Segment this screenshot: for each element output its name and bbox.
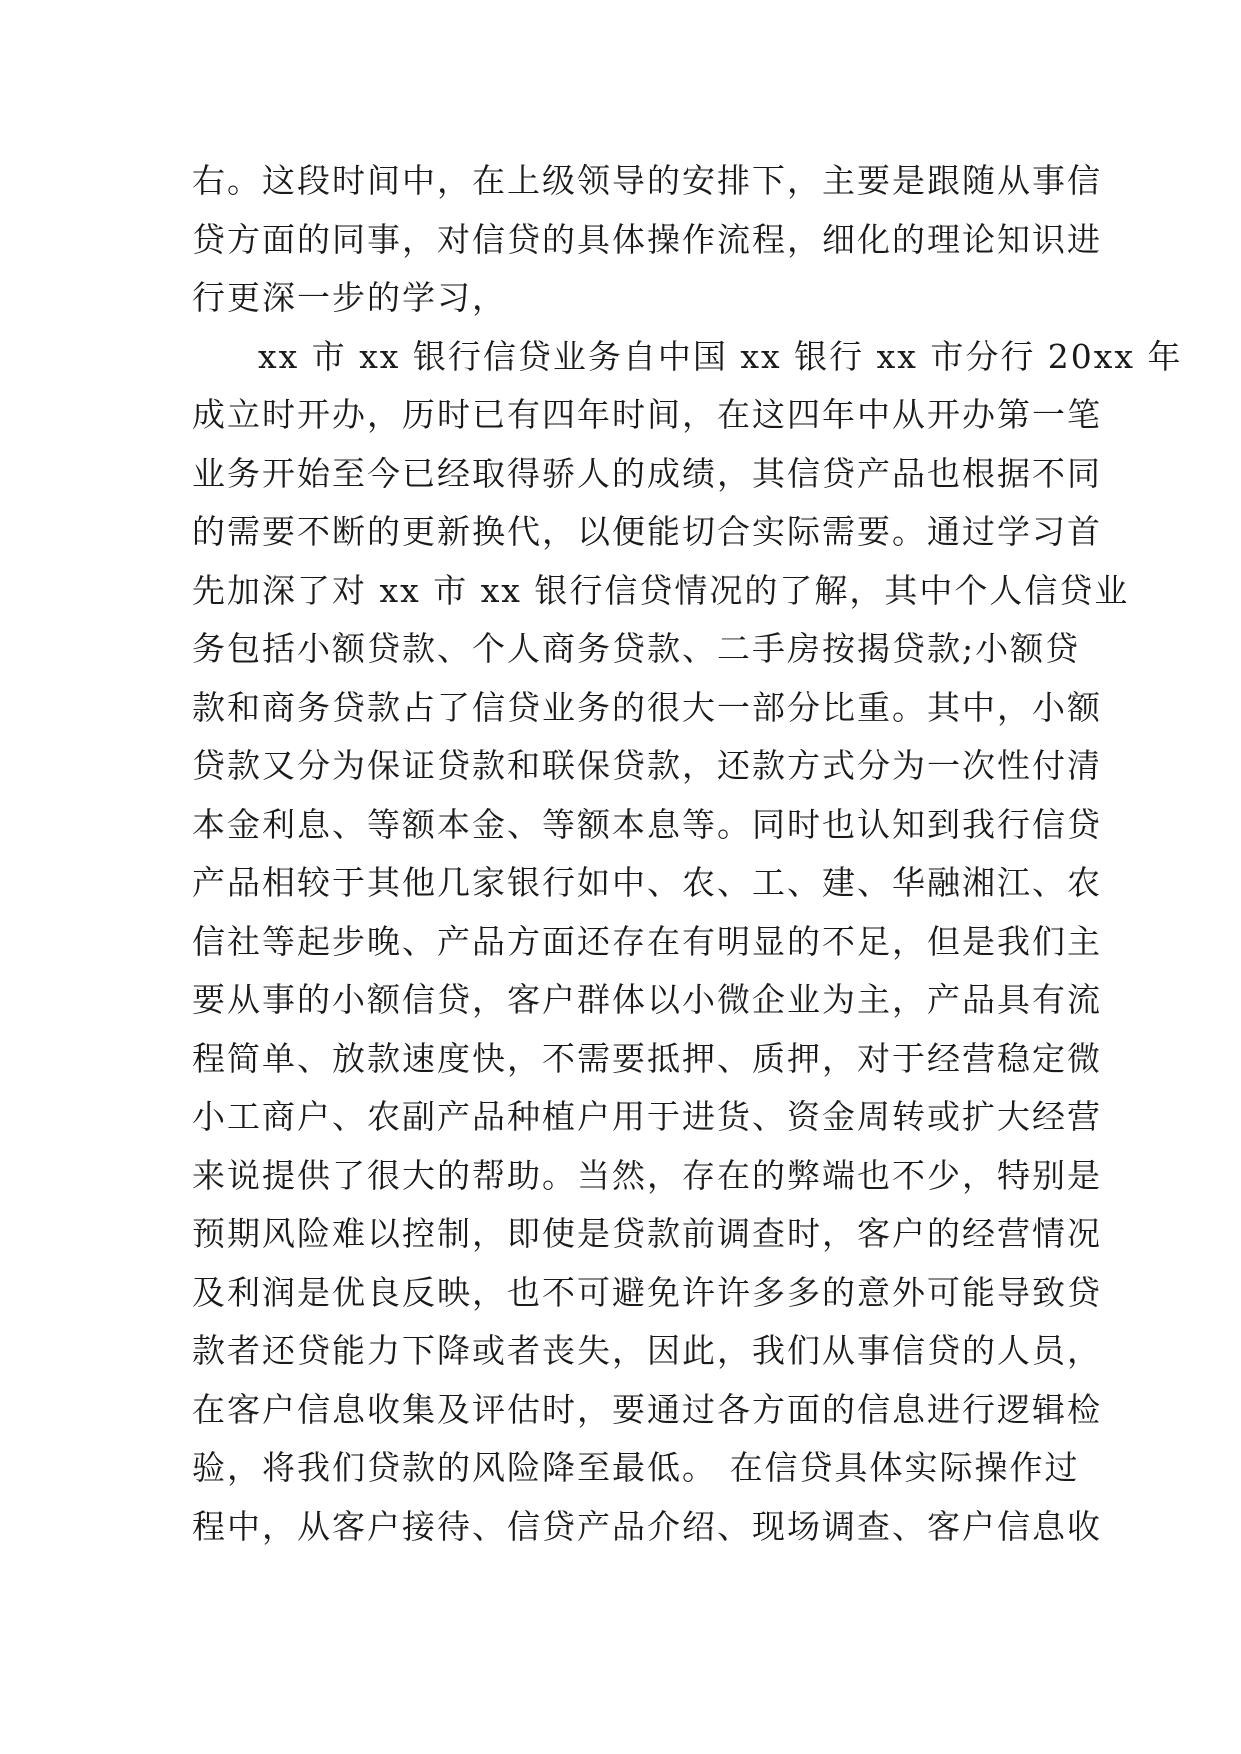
text-line: 信社等起步晚、产品方面还存在有明显的不足，但是我们主 bbox=[192, 921, 1102, 961]
text-line: 贷款又分为保证贷款和联保贷款，还款方式分为一次性付清 bbox=[192, 746, 1102, 785]
text-line: 业务开始至今已经取得骄人的成绩，其信贷产品也根据不同 bbox=[192, 453, 1102, 493]
text-line: 产品相较于其他几家银行如中、农、工、建、华融湘江、农 bbox=[192, 863, 1102, 902]
text-line: 及利润是优良反映，也不可避免许许多多的意外可能导致贷 bbox=[192, 1272, 1102, 1312]
text-line: 要从事的小额信贷，客户群体以小微企业为主，产品具有流 bbox=[192, 980, 1102, 1019]
text-line: 程中，从客户接待、信贷产品介绍、现场调查、客户信息收 bbox=[192, 1506, 1102, 1546]
paragraph-first-line: xx 市 xx 银行信贷业务自中国 xx 银行 xx 市分行 20xx 年 bbox=[258, 336, 1183, 376]
text-line: 成立时开办，历时已有四年时间，在这四年中从开办第一笔 bbox=[192, 395, 1102, 434]
text-line: 贷方面的同事，对信贷的具体操作流程，细化的理论知识进 bbox=[192, 219, 1102, 259]
text-line: 款者还贷能力下降或者丧失，因此，我们从事信贷的人员， bbox=[192, 1331, 1102, 1370]
text-line: 款和商务贷款占了信贷业务的很大一部分比重。其中，小额 bbox=[192, 687, 1102, 727]
text-line: 行更深一步的学习， bbox=[192, 278, 507, 317]
text-line: 预期风险难以控制，即使是贷款前调查时，客户的经营情况 bbox=[192, 1214, 1102, 1253]
text-line: 验，将我们贷款的风险降至最低。 在信贷具体实际操作过 bbox=[192, 1448, 1080, 1487]
text-line: 本金利息、等额本金、等额本息等。同时也认知到我行信贷 bbox=[192, 804, 1102, 844]
text-line: 在客户信息收集及评估时，要通过各方面的信息进行逻辑检 bbox=[192, 1389, 1102, 1429]
text-line: 小工商户、农副产品种植户用于进货、资金周转或扩大经营 bbox=[192, 1097, 1102, 1136]
text-line: 程简单、放款速度快，不需要抵押、质押，对于经营稳定微 bbox=[192, 1038, 1102, 1078]
text-line: 的需要不断的更新换代，以便能切合实际需要。通过学习首 bbox=[192, 512, 1102, 551]
text-line: 右。这段时间中，在上级领导的安排下，主要是跟随从事信 bbox=[192, 161, 1102, 200]
body-text bbox=[192, 152, 1183, 1556]
text-line: 务包括小额贷款、个人商务贷款、二手房按揭贷款;小额贷 bbox=[192, 629, 1081, 668]
text-line: 先加深了对 xx 市 xx 银行信贷情况的了解，其中个人信贷业 bbox=[192, 570, 1130, 610]
text-line: 来说提供了很大的帮助。当然，存在的弊端也不少，特别是 bbox=[192, 1155, 1102, 1195]
